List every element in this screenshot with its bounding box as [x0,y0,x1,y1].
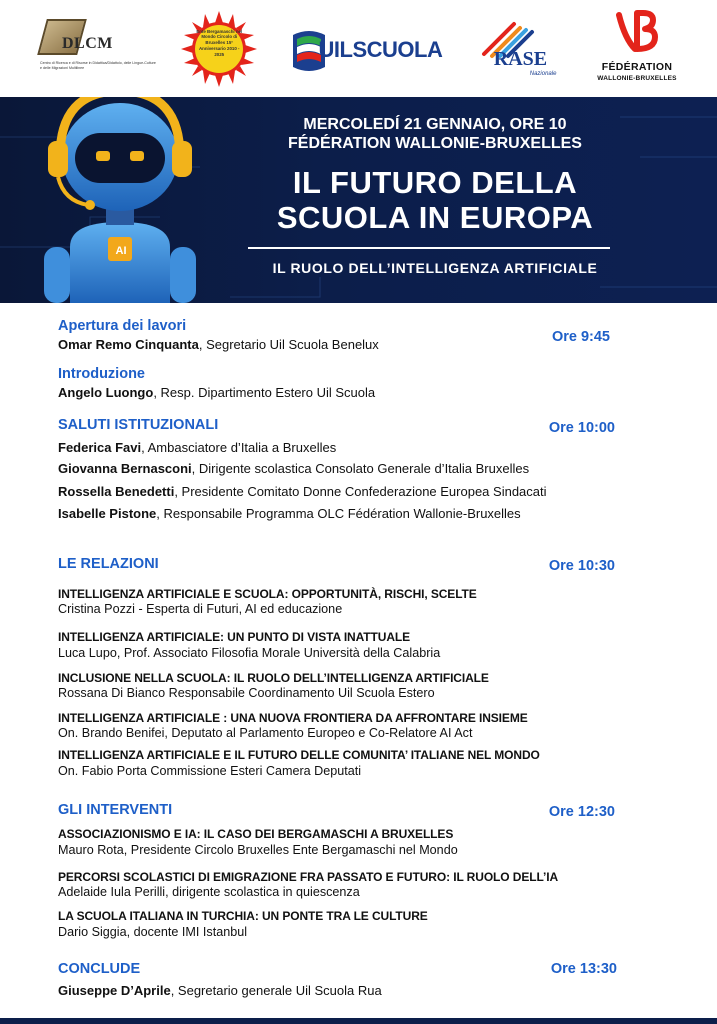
time-apertura: Ore 9:45 [551,329,610,345]
talk-speaker: Cristina Pozzi - Esperta di Futuri, AI ed educazione [58,602,343,616]
speaker-name: Omar Remo Cinquanta [58,337,199,352]
fwb-logo-subtitle: WALLONIE-BRUXELLES [597,74,677,82]
uilscuola-logo [289,19,449,79]
logo-bar [0,0,717,97]
section-head-saluti: SALUTI ISTITUZIONALI [58,417,219,433]
bottom-bar [0,1018,717,1024]
speaker-line [58,385,375,400]
event-banner [0,97,717,303]
time-interventi: Ore 12:30 [548,804,615,820]
speaker-name: Angelo Luongo [58,385,154,400]
speaker-role: , Resp. Dipartimento Estero Uil Scuola [153,385,376,400]
speaker-line [58,484,547,499]
speaker-role: , Presidente Comitato Donne Confederazione Europea Sindacati [174,484,547,499]
robot-illustration [30,97,210,303]
speaker-line [58,983,382,998]
section-head-apertura: Apertura dei lavori [58,318,187,334]
event-subtitle: IL RUOLO DELL’INTELLIGENZA ARTIFICIALE [272,260,598,276]
event-venue-line: FÉDÉRATION WALLONIE-BRUXELLES [288,135,582,152]
fwb-logo [597,9,677,89]
speaker-line [58,440,336,455]
talk-speaker: Adelaide Iula Perilli, dirigente scolastica in quiescenza [58,885,360,899]
event-title [240,165,630,235]
speaker-role: , Ambasciatore d’Italia a Bruxelles [141,440,337,455]
rase-logo-subtitle: Nazionale [529,70,557,77]
rase-logo-name: RASE [493,47,548,70]
speaker-role: , Dirigente scolastica Consolato Generale d’Italia Bruxelles [191,461,530,476]
robot-ai-badge: AI [115,245,127,257]
section-head-interventi: GLI INTERVENTI [58,802,173,818]
speaker-role: , Responsabile Programma OLC Fédération Wallonie-Bruxelles [156,506,521,521]
time-conclude: Ore 13:30 [550,961,617,977]
talk-title: INCLUSIONE NELLA SCUOLA: IL RUOLO DELL’INTELLIGENZA ARTIFICIALE [58,671,489,685]
section-head-conclude: CONCLUDE [58,961,141,977]
talk-title: INTELLIGENZA ARTIFICIALE: UN PUNTO DI VISTA INATTUALE [58,630,411,644]
talk-title: INTELLIGENZA ARTIFICIALE : UNA NUOVA FRONTIERA DA AFFRONTARE INSIEME [58,711,528,725]
speaker-role: , Segretario generale Uil Scuola Rua [170,983,382,998]
bergamaschi-logo-text: Ente Bergamaschi nel Mondo Circolo di Bruxelles 15° Anniversario 2010 - 2025 [196,28,243,57]
dlcm-logo-subtitle: Centro di Ricerca e di Risorse in Didattica/Didattolo, delle Lingue-Culture e delle Migrazioni Multilinee [40,60,156,70]
dlcm-logo-name: DLCM [62,34,113,52]
speaker-name: Giovanna Bernasconi [58,461,192,476]
bergamaschi-logo [181,11,257,87]
talk-speaker: On. Brando Benifei, Deputato al Parlamento Europeo e Co-Relatore AI Act [58,726,473,740]
event-date-line: MERCOLEDÍ 21 GENNAIO, ORE 10 [303,116,567,133]
talk-title: INTELLIGENZA ARTIFICIALE E IL FUTURO DELLE COMUNITA’ ITALIANE NEL MONDO [58,748,540,762]
speaker-role: , Segretario Uil Scuola Benelux [198,337,379,352]
event-date [250,115,620,153]
speaker-name: Giuseppe D’Aprile [58,983,171,998]
fwb-logo-name: FÉDÉRATION [601,60,673,73]
speaker-line [58,461,529,476]
time-saluti: Ore 10:00 [548,420,615,436]
fwb-mark-icon [615,9,659,55]
uilscuola-logo-name: UILSCUOLA [318,36,443,62]
speaker-name: Isabelle Pistone [58,506,157,521]
rase-logo [480,14,566,84]
speaker-name: Federica Favi [58,440,142,455]
talk-title: PERCORSI SCOLASTICI DI EMIGRAZIONE FRA PASSATO E FUTURO: IL RUOLO DELL’IA [58,870,559,884]
talk-title: INTELLIGENZA ARTIFICIALE E SCUOLA: OPPORTUNITÀ, RISCHI, SCELTE [58,587,477,601]
talk-title: ASSOCIAZIONISMO E IA: IL CASO DEI BERGAMASCHI A BRUXELLES [58,827,454,841]
section-head-introduzione: Introduzione [58,366,145,382]
section-head-relazioni: LE RELAZIONI [58,556,159,572]
talk-speaker: Mauro Rota, Presidente Circolo Bruxelles Ente Bergamaschi nel Mondo [58,843,458,857]
talk-speaker: On. Fabio Porta Commissione Esteri Camera Deputati [58,764,362,778]
speaker-line [58,337,379,352]
dlcm-logo [40,13,156,85]
event-title-line-2: SCUOLA IN EUROPA [276,200,594,235]
time-relazioni: Ore 10:30 [548,558,615,574]
speaker-name: Rossella Benedetti [58,484,175,499]
talk-speaker: Luca Lupo, Prof. Associato Filosofia Morale Università della Calabria [58,646,441,660]
title-divider [248,247,610,249]
talk-speaker: Rossana Di Bianco Responsabile Coordinamento Uil Scuola Estero [58,686,435,700]
speaker-line [58,506,521,521]
talk-title: LA SCUOLA ITALIANA IN TURCHIA: UN PONTE TRA LE CULTURE [58,909,428,923]
event-title-line-1: IL FUTURO DELLA [292,165,578,200]
talk-speaker: Dario Siggia, docente IMI Istanbul [58,925,248,939]
